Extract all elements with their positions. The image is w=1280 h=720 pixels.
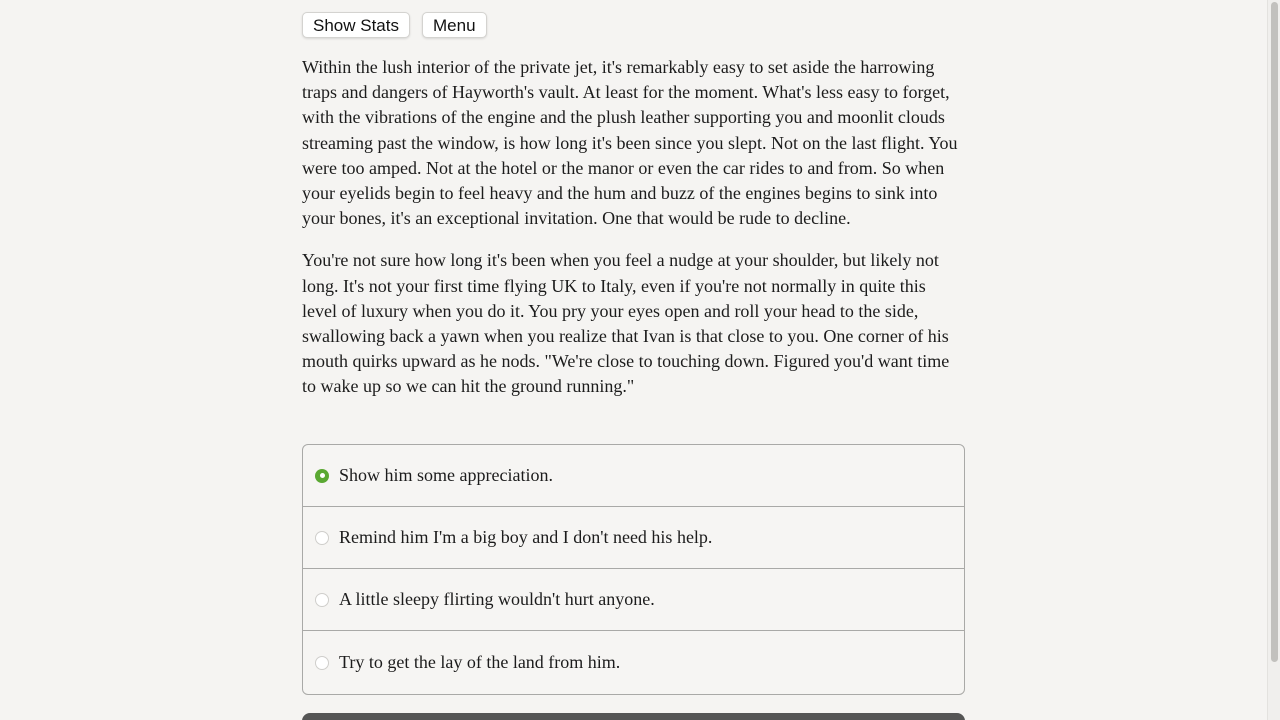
radio-icon[interactable] — [315, 656, 329, 670]
choice-label: Remind him I'm a big boy and I don't need his help. — [339, 527, 713, 547]
story-paragraph: Within the lush interior of the private jet, it's remarkably easy to set aside the harrowing traps and dangers of Hayworth's vault. At least for the moment. What's less easy to forget, with the vibrations of the engine and the plush leather supporting you and moonlit clouds streaming past the window, is how long it's been since you slept. Not on the last flight. You were too amped. Not at the hotel or the manor or even the car rides to and from. So when your eyelids begin to feel heavy and the hum and buzz of the engines begins to sink into your bones, it's an exceptional invitation. One that would be rude to decline. — [302, 57, 958, 229]
story-text — [302, 55, 965, 417]
choice-option-lay-of-land[interactable] — [303, 631, 964, 694]
choice-option-flirting[interactable] — [303, 569, 964, 631]
radio-icon[interactable] — [315, 531, 329, 545]
next-button[interactable] — [302, 713, 965, 720]
choice-list — [302, 444, 965, 695]
show-stats-button[interactable]: Show Stats — [302, 12, 410, 38]
scrollbar[interactable] — [1267, 0, 1280, 720]
choice-label: Show him some appreciation. — [339, 465, 553, 485]
radio-selected-icon[interactable] — [315, 469, 329, 483]
scrollbar-thumb[interactable] — [1271, 2, 1278, 662]
menu-button[interactable]: Menu — [422, 12, 487, 38]
story-paragraph: You're not sure how long it's been when you feel a nudge at your shoulder, but likely not long. It's not your first time flying UK to Italy, even if you're not normally in quite this level of luxury when you do it. You pry your eyes open and roll your head to the side, swallowing back a yawn when you realize that Ivan is that close to you. One corner of his mouth quirks upward as he nods. "We're close to touching down. Figured you'd want time to wake up so we can hit the ground running." — [302, 250, 950, 397]
header-buttons — [302, 12, 487, 38]
choice-option-appreciation[interactable] — [303, 445, 964, 507]
choice-label: A little sleepy flirting wouldn't hurt anyone. — [339, 589, 655, 609]
choice-option-big-boy[interactable] — [303, 507, 964, 569]
radio-icon[interactable] — [315, 593, 329, 607]
choice-label: Try to get the lay of the land from him. — [339, 652, 621, 672]
